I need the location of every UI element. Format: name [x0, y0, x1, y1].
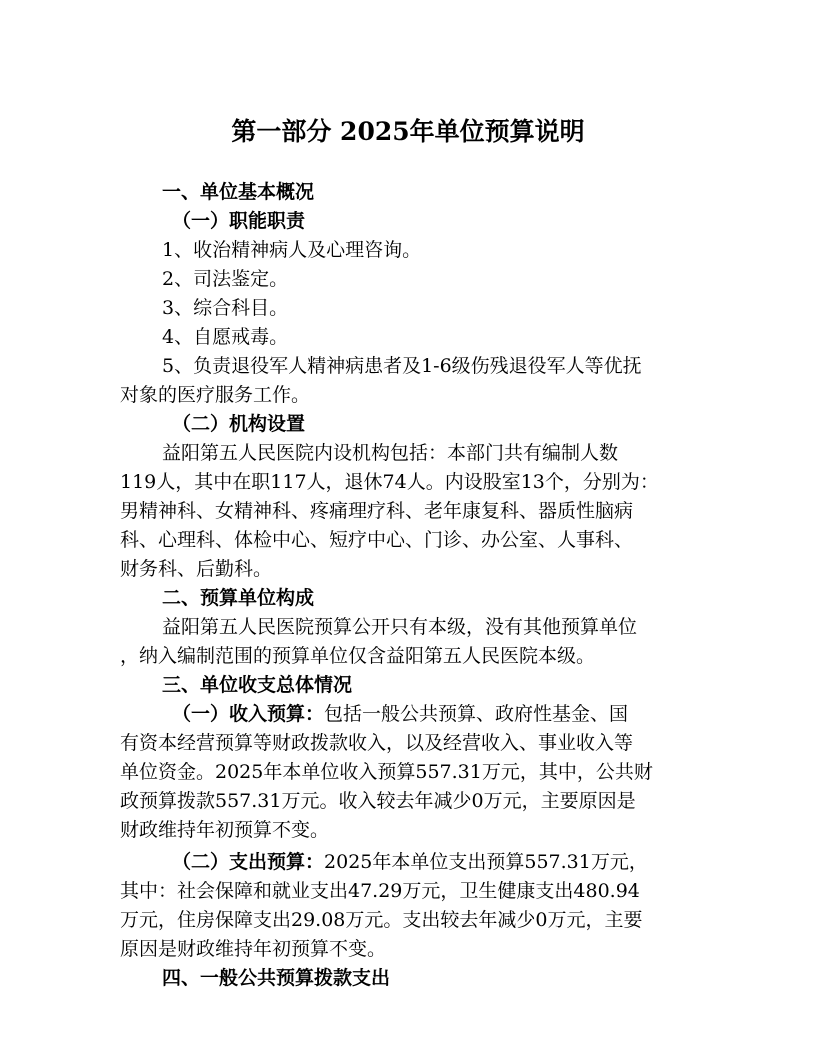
section-heading-1: 一、单位基本概况 [162, 181, 315, 203]
section-heading-4: 四、一般公共预算拨款支出 [162, 967, 391, 989]
paragraph-line: 2、司法鉴定。 [162, 268, 289, 290]
subsection-heading-structure: （二）机构设置 [172, 413, 306, 435]
expenditure-label: （二）支出预算： [172, 851, 325, 873]
paragraph-line: 科、心理科、体检中心、短疗中心、门诊、办公室、人事科、 [120, 529, 634, 551]
paragraph-line: 万元，住房保障支出29.08万元。支出较去年减少0万元，主要 [120, 909, 643, 931]
paragraph-line: 男精神科、女精神科、疼痛理疗科、老年康复科、器质性脑病 [120, 500, 634, 522]
paragraph-line: 有资本经营预算等财政拨款收入，以及经营收入、事业收入等 [120, 732, 634, 754]
income-text: 包括一般公共预算、政府性基金、国 [324, 703, 629, 725]
section-heading-2: 二、预算单位构成 [162, 587, 315, 609]
paragraph-line: 财务科、后勤科。 [120, 558, 273, 580]
paragraph-line: 单位资金。2025年本单位收入预算557.31万元，其中，公共财 [120, 761, 653, 783]
paragraph-line: 5、负责退役军人精神病患者及1-6级伤残退役军人等优抚 [162, 355, 642, 377]
paragraph-line: 1、收治精神病人及心理咨询。 [162, 239, 422, 261]
paragraph-line: 3、综合科目。 [162, 297, 289, 319]
paragraph-line: 财政维持年初预算不变。 [120, 819, 330, 841]
paragraph-line: 119人，其中在职117人，退休74人。内设股室13个，分别为： [120, 471, 659, 493]
paragraph-line: 对象的医疗服务工作。 [120, 384, 311, 406]
paragraph-line: 其中：社会保障和就业支出47.29万元，卫生健康支出480.94 [120, 880, 640, 902]
paragraph-line: 4、自愿戒毒。 [162, 326, 289, 348]
expenditure-text: 2025年本单位支出预算557.31万元， [324, 851, 648, 873]
subsection-heading-functions: （一）职能职责 [172, 210, 306, 232]
paragraph-line: 政预算拨款557.31万元。收入较去年减少0万元，主要原因是 [120, 790, 636, 812]
paragraph-line: 益阳第五人民医院预算公开只有本级，没有其他预算单位 [162, 616, 638, 638]
paragraph-line: 原因是财政维持年初预算不变。 [120, 938, 387, 960]
paragraph-line-expenditure [172, 849, 762, 875]
income-label: （一）收入预算： [172, 703, 325, 725]
page-title: 第一部分 2025年单位预算说明 [231, 117, 585, 146]
paragraph-line: 益阳第五人民医院内设机构包括：本部门共有编制人数 [162, 442, 619, 464]
paragraph-line-income [172, 701, 762, 727]
section-heading-3: 三、单位收支总体情况 [162, 674, 353, 696]
paragraph-line: ，纳入编制范围的预算单位仅含益阳第五人民医院本级。 [120, 645, 596, 667]
